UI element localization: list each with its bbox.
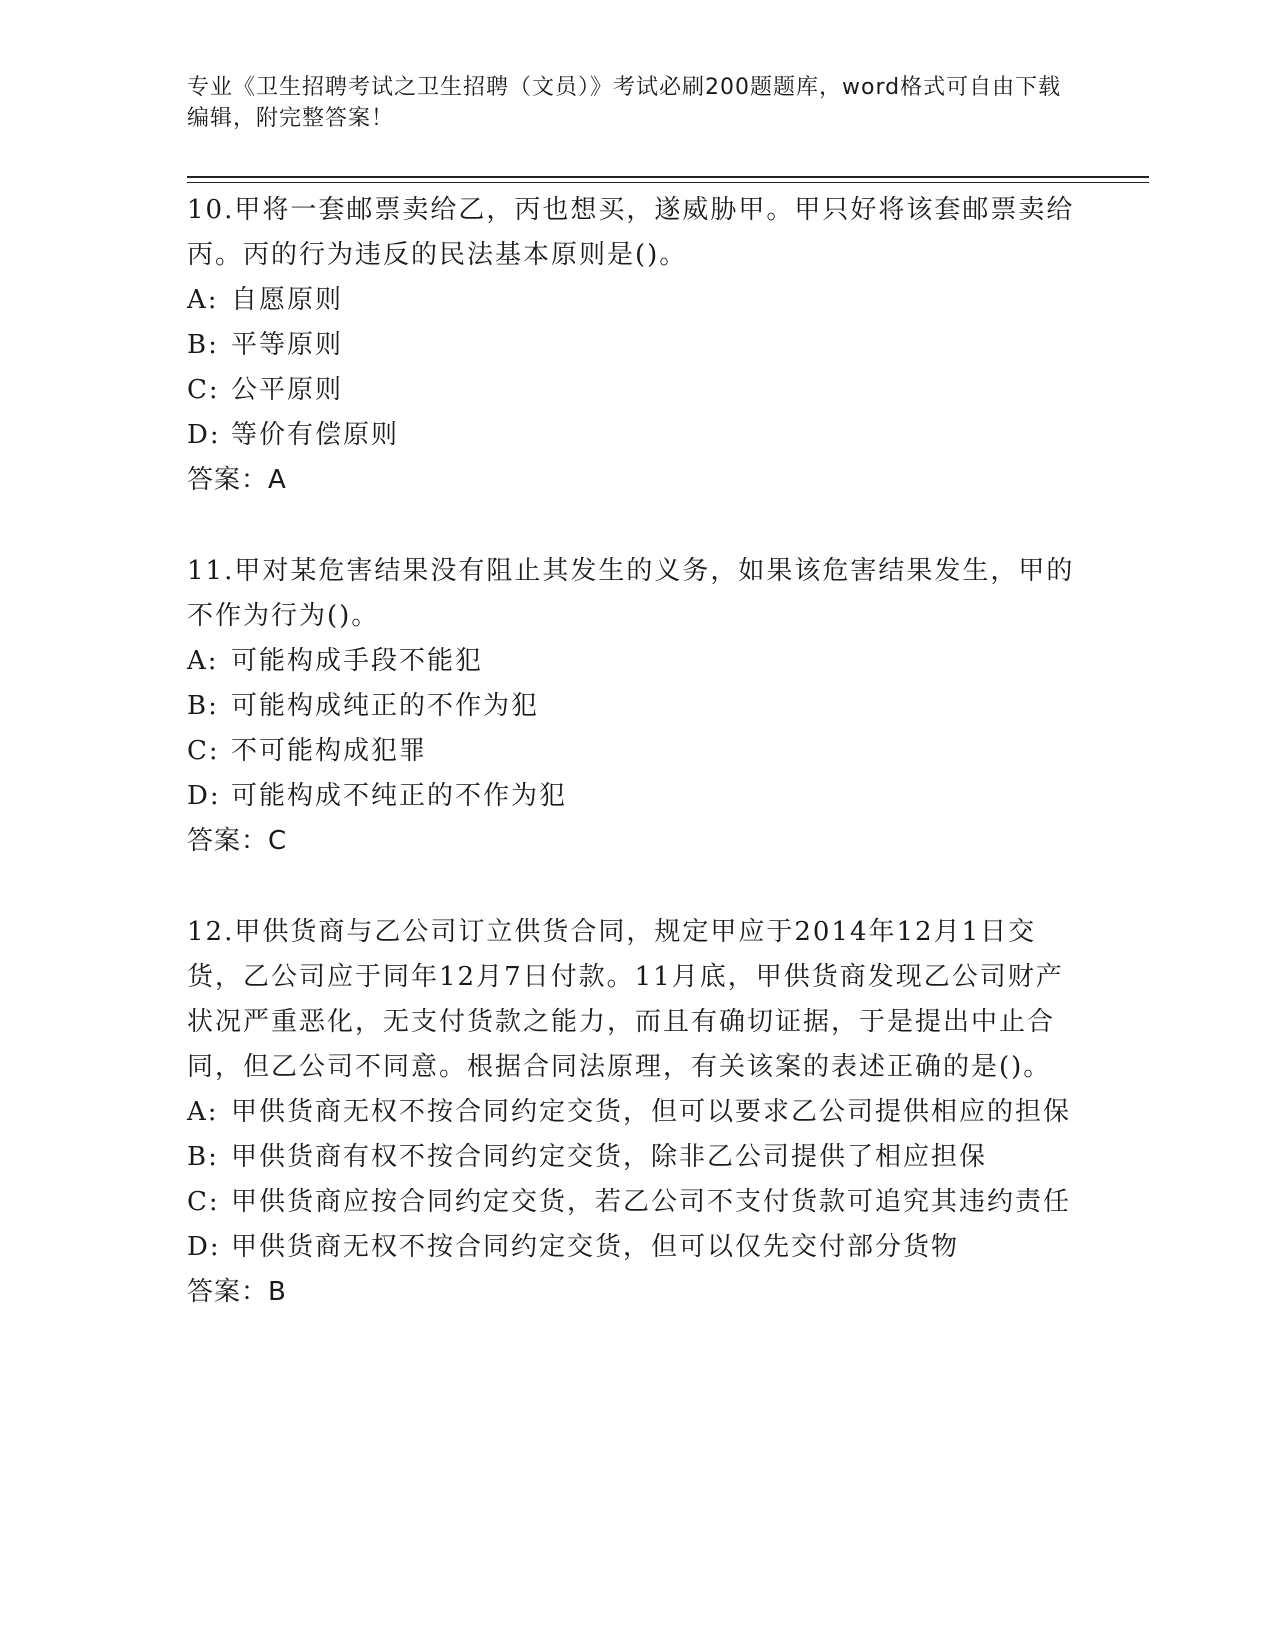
option-label: A:: [187, 285, 219, 315]
option-text: 甲供货商有权不按合同约定交货，除非乙公司提供了相应担保: [231, 1142, 988, 1172]
option-b: [187, 684, 1077, 729]
option-label: C:: [187, 375, 220, 405]
option-text: 可能构成不纯正的不作为犯: [231, 781, 568, 811]
option-c: [187, 729, 1077, 774]
option-text: 公平原则: [231, 375, 344, 405]
option-label: D:: [187, 781, 221, 811]
option-label: B:: [187, 691, 219, 721]
question-11: [187, 549, 1077, 864]
option-b: [187, 323, 1077, 368]
answer-line: 答案：B: [187, 1277, 287, 1307]
option-text: 等价有偿原则: [231, 420, 400, 450]
option-a: [187, 278, 1077, 323]
question-12: [187, 910, 1077, 1315]
option-label: A:: [187, 1097, 219, 1127]
option-d: [187, 413, 1077, 458]
option-a: [187, 639, 1077, 684]
answer-line: 答案：C: [187, 826, 288, 856]
option-c: [187, 368, 1077, 413]
option-label: A:: [187, 646, 219, 676]
answer-line: 答案：A: [187, 465, 287, 495]
option-text: 平等原则: [231, 330, 344, 360]
option-a: [187, 1090, 1077, 1135]
question-stem: 10.甲将一套邮票卖给乙，丙也想买，遂威胁甲。甲只好将该套邮票卖给丙。丙的行为违反的民法基本原则是()。: [187, 195, 1075, 270]
option-label: B:: [187, 330, 219, 360]
option-label: D:: [187, 1232, 221, 1262]
question-stem: 12.甲供货商与乙公司订立供货合同，规定甲应于2014年12月1日交货，乙公司应于同年12月7日付款。11月底，甲供货商发现乙公司财产状况严重恶化，无支付货款之能力，而且有确切证据，于是提出中止合同，但乙公司不同意。根据合同法原理，有关该案的表述正确的是()。: [187, 917, 1064, 1082]
question-10: [187, 188, 1077, 503]
option-label: D:: [187, 420, 221, 450]
option-text: 甲供货商应按合同约定交货，若乙公司不支付货款可追究其违约责任: [231, 1187, 1072, 1217]
option-text: 自愿原则: [231, 285, 344, 315]
option-d: [187, 774, 1077, 819]
option-label: B:: [187, 1142, 219, 1172]
option-b: [187, 1135, 1077, 1180]
option-label: C:: [187, 1187, 220, 1217]
document-header: 专业《卫生招聘考试之卫生招聘（文员）》考试必刷200题题库，word格式可自由下载编辑，附完整答案！: [187, 75, 1062, 131]
option-text: 可能构成纯正的不作为犯: [231, 691, 540, 721]
option-c: [187, 1180, 1077, 1225]
option-text: 甲供货商无权不按合同约定交货，但可以要求乙公司提供相应的担保: [231, 1097, 1072, 1127]
header-rule-thin: [187, 182, 1149, 183]
option-text: 可能构成手段不能犯: [231, 646, 484, 676]
option-text: 不可能构成犯罪: [231, 736, 428, 766]
option-d: [187, 1225, 1077, 1270]
header-rule-thick: [187, 176, 1149, 178]
question-list: [187, 188, 1077, 1361]
option-text: 甲供货商无权不按合同约定交货，但可以仅先交付部分货物: [231, 1232, 960, 1262]
question-stem: 11.甲对某危害结果没有阻止其发生的义务，如果该危害结果发生，甲的不作为行为()。: [187, 556, 1075, 631]
option-label: C:: [187, 736, 220, 766]
